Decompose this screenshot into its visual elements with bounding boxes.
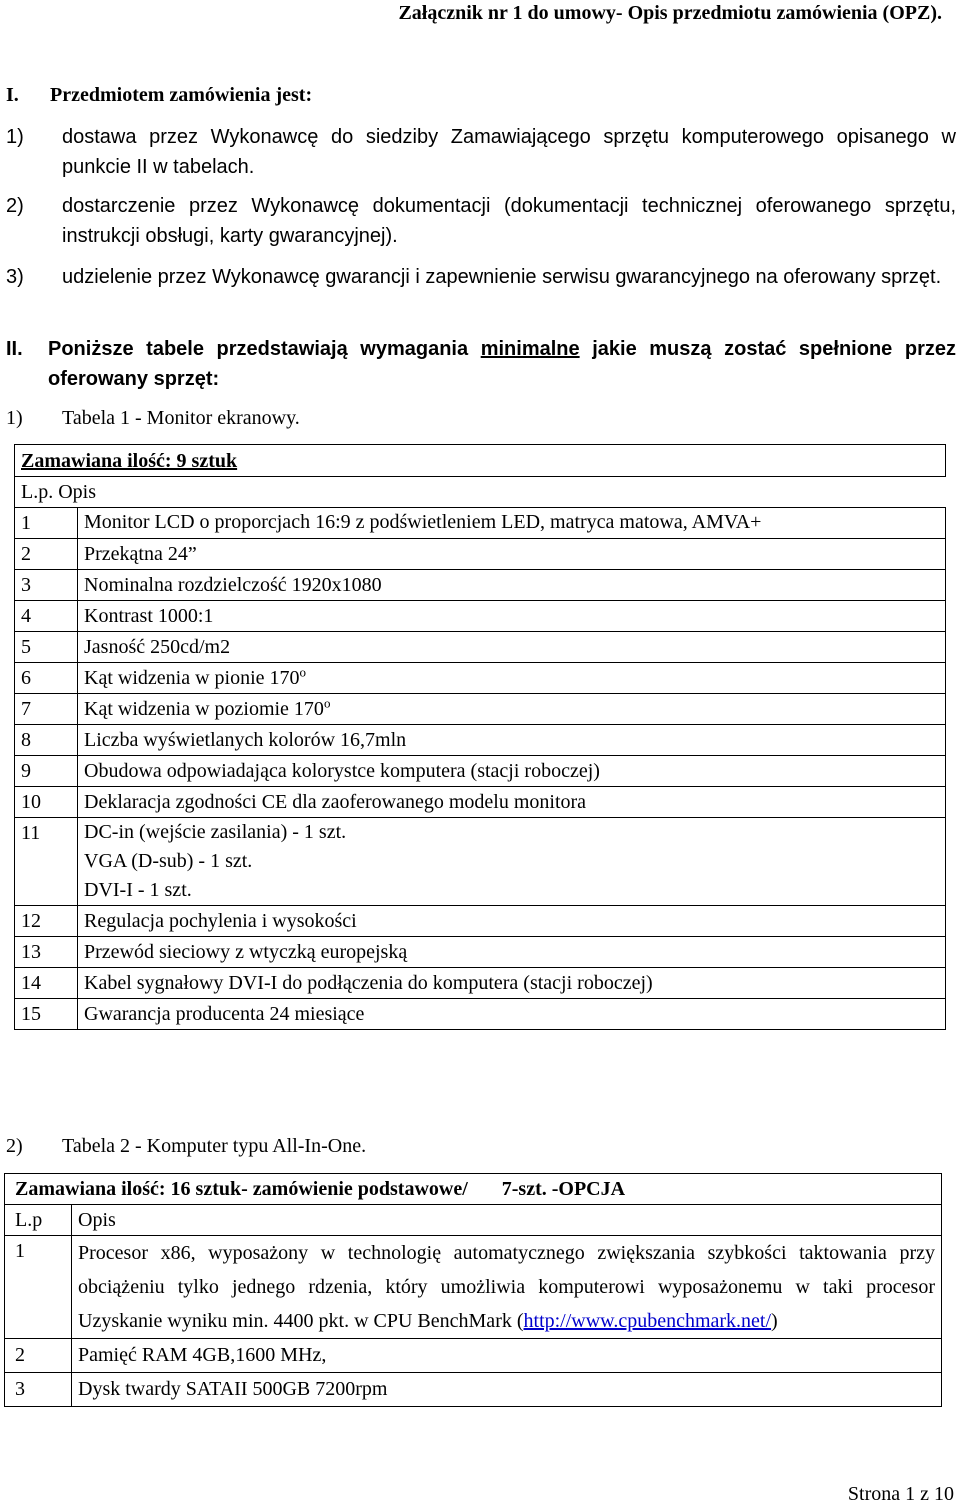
table-row [15,601,946,632]
desc-text: ) [771,1310,778,1332]
item-text: udzielenie przez Wykonawcę gwarancji i zapewnienie serwisu gwarancyjnego na oferowany sprzęt. [62,266,942,288]
desc-cell [78,663,946,694]
lp-cell: 8 [15,725,78,756]
degree-superscript: o [299,664,306,680]
lp-cell: 2 [15,539,78,570]
lp-cell: 12 [15,906,78,937]
quantity-text: Zamawiana ilość: 9 sztuk [21,450,238,472]
table-row [15,694,946,725]
desc-cell: Regulacja pochylenia i wysokości [78,906,946,937]
table-2-caption [6,1131,956,1161]
table-row [5,1174,942,1205]
table-row [15,937,946,968]
caption-text: Tabela 1 - Monitor ekranowy. [62,407,300,429]
lp-cell: 15 [15,999,78,1030]
section-2-title-text [48,334,956,394]
lp-cell: 14 [15,968,78,999]
section-1-title [6,82,312,108]
table-row [15,968,946,999]
desc-line: DVI-I - 1 szt. [84,879,192,901]
header-cell [15,477,946,508]
lp-cell: 3 [15,570,78,601]
desc-cell: Nominalna rozdzielczość 1920x1080 [78,570,946,601]
section-1-item-1 [6,122,956,182]
desc-cell: Jasność 250cd/m2 [78,632,946,663]
col-desc-label: Opis [58,481,97,503]
desc-cell: Dysk twardy SATAII 500GB 7200rpm [72,1373,942,1407]
monitor-spec-table [14,444,946,1030]
section-2-title [6,334,956,394]
table-row [15,906,946,937]
header-cell: L.p [5,1205,72,1236]
desc-text: Procesor x86, wyposażony w technologię automatycznego zwiększania szybkości taktowania przy obciążeniu tylko jednego rdzenia, który umożliwia komputerowi wyposażonemu w taki procesor Uzyskanie wyniku min. 4400 pkt. w CPU BenchMark ( [78,1242,935,1332]
lp-cell: 7 [15,694,78,725]
desc-cell: Liczba wyświetlanych kolorów 16,7mln [78,725,946,756]
degree-superscript: o [323,695,331,711]
quantity-cell [5,1174,942,1205]
section-1-number: I. [6,84,19,106]
desc-cell [72,1236,942,1339]
item-text: dostawa przez Wykonawcę do siedziby Zamawiającego sprzętu komputerowego opisanego w punkcie II w tabelach. [62,126,956,178]
desc-line: DC-in (wejście zasilania) - 1 szt. [84,821,347,843]
table-row [15,539,946,570]
item-text: dostarczenie przez Wykonawcę dokumentacji (dokumentacji technicznej oferowanego sprzętu, instrukcji obsługi, karty gwarancyjnej). [62,195,956,247]
desc-cell [78,818,946,906]
section-1-item-2 [6,191,956,251]
desc-line: VGA (D-sub) - 1 szt. [84,850,253,872]
desc-text: Kąt widzenia w pionie 170 [84,667,300,689]
desc-text: Kąt widzenia w poziomie 170 [84,698,324,720]
lp-cell: 13 [15,937,78,968]
item-number: 3) [6,266,24,288]
desc-cell: Monitor LCD o proporcjach 16:9 z podświetleniem LED, matryca matowa, AMVA+ [78,508,946,539]
quantity-cell [15,445,946,477]
header-cell: Opis [72,1205,942,1236]
caption-number: 2) [6,1135,23,1157]
item-number: 2) [6,195,24,217]
table-row [5,1373,942,1407]
table-row [15,663,946,694]
cpubenchmark-link[interactable]: http://www.cpubenchmark.net/ [523,1310,772,1332]
lp-cell: 5 [15,632,78,663]
document-header: Załącznik nr 1 do umowy- Opis przedmiotu zamówienia (OPZ). [398,2,942,24]
table-row [15,570,946,601]
section-1-item-3 [6,262,956,292]
page-footer [848,1481,954,1507]
desc-cell: Obudowa odpowiadająca kolorystce komputera (stacji roboczej) [78,756,946,787]
table-header-row [5,1205,942,1236]
table-row [15,508,946,539]
table-row [5,1236,942,1339]
table-row [15,999,946,1030]
quantity-text: Zamawiana ilość: 16 sztuk- zamówienie podstawowe/ [15,1178,468,1200]
desc-cell: Przekątna 24” [78,539,946,570]
desc-cell: Kabel sygnałowy DVI-I do podłączenia do komputera (stacji roboczej) [78,968,946,999]
table-row [15,725,946,756]
desc-cell: Gwarancja producenta 24 miesiące [78,999,946,1030]
table-row [15,787,946,818]
option-text: 7-szt. -OPCJA [501,1178,626,1200]
lp-cell: 4 [15,601,78,632]
caption-number: 1) [6,407,23,429]
table-1-caption [6,403,956,433]
lp-cell: 6 [15,663,78,694]
col-lp-label: L.p. [21,481,54,503]
item-number: 1) [6,126,24,148]
desc-cell: Pamięć RAM 4GB,1600 MHz, [72,1339,942,1373]
desc-cell: Kontrast 1000:1 [78,601,946,632]
table-row [15,818,946,906]
lp-cell: 2 [5,1339,72,1373]
section-1-title-text: Przedmiotem zamówienia jest: [50,84,313,106]
section-2-title-underlined: minimalne [480,338,580,360]
lp-cell: 1 [15,508,78,539]
table-row [15,756,946,787]
lp-cell: 10 [15,787,78,818]
table-row [15,445,946,477]
table-row [5,1339,942,1373]
desc-cell: Przewód sieciowy z wtyczką europejską [78,937,946,968]
computer-spec-table [4,1173,942,1407]
section-2-title-part: Poniższe tabele przedstawiają wymagania [48,338,481,360]
lp-cell: 3 [5,1373,72,1407]
lp-cell: 9 [15,756,78,787]
page-number: Strona 1 z 10 [847,1483,954,1505]
desc-cell [78,694,946,725]
section-2-number: II. [6,338,23,360]
section-2-title-part: jakie muszą zostać spełnione przez oferowany sprzęt: [48,338,956,390]
caption-text: Tabela 2 - Komputer typu All-In-One. [62,1135,367,1157]
desc-cell: Deklaracja zgodności CE dla zaoferowanego modelu monitora [78,787,946,818]
table-row [15,632,946,663]
table-header-row [15,477,946,508]
lp-cell: 11 [15,818,78,906]
lp-cell: 1 [5,1236,72,1339]
